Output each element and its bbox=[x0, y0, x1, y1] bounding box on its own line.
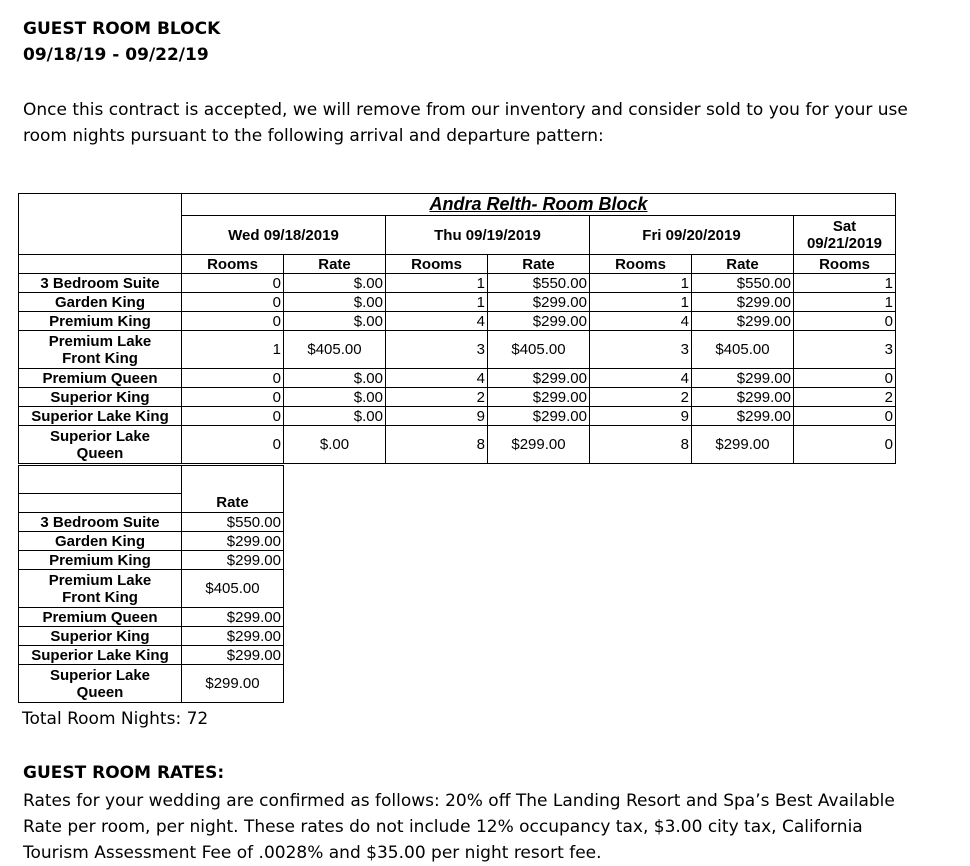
rate-header: Rate bbox=[284, 255, 386, 274]
rate-value: $405.00 bbox=[692, 331, 794, 369]
room-type: 3 Bedroom Suite bbox=[19, 513, 182, 532]
corner-cell bbox=[182, 466, 284, 494]
rate-value: $299.00 bbox=[182, 551, 284, 570]
rooms-count: 9 bbox=[590, 407, 692, 426]
rooms-count: 3 bbox=[590, 331, 692, 369]
rate-value: $299.00 bbox=[692, 369, 794, 388]
room-type: Superior Lake King bbox=[19, 407, 182, 426]
rooms-count: 0 bbox=[794, 312, 896, 331]
rate-value: $299.00 bbox=[692, 312, 794, 331]
rates-line: Rate per room, per night. These rates do not include 12% occupancy tax, $3.00 city tax, California bbox=[23, 817, 863, 837]
section-title: GUEST ROOM BLOCK bbox=[23, 19, 221, 39]
block-title: Andra Relth- Room Block bbox=[182, 194, 896, 216]
rate-value: $.00 bbox=[284, 426, 386, 464]
rate-value: $299.00 bbox=[182, 627, 284, 646]
rates-heading: GUEST ROOM RATES: bbox=[23, 763, 225, 783]
rate-value: $405.00 bbox=[284, 331, 386, 369]
rate-value: $299.00 bbox=[182, 646, 284, 665]
corner-cell bbox=[19, 255, 182, 274]
table-row bbox=[19, 551, 284, 570]
table-row bbox=[19, 627, 284, 646]
corner-cell bbox=[19, 494, 182, 513]
rooms-count: 0 bbox=[182, 274, 284, 293]
rate-value: $299.00 bbox=[692, 293, 794, 312]
rooms-count: 1 bbox=[590, 293, 692, 312]
rooms-count: 0 bbox=[182, 369, 284, 388]
room-type: Premium Queen bbox=[19, 608, 182, 627]
rooms-header: Rooms bbox=[386, 255, 488, 274]
rate-value: $299.00 bbox=[488, 312, 590, 331]
table-row bbox=[19, 331, 896, 369]
rooms-count: 0 bbox=[794, 369, 896, 388]
rate-value: $299.00 bbox=[182, 665, 284, 703]
rate-value: $405.00 bbox=[488, 331, 590, 369]
table-row bbox=[19, 646, 284, 665]
rooms-count: 4 bbox=[590, 312, 692, 331]
rooms-count: 2 bbox=[386, 388, 488, 407]
room-block-table bbox=[18, 193, 896, 464]
table-row bbox=[19, 312, 896, 331]
rate-value: $299.00 bbox=[488, 407, 590, 426]
rate-value: $.00 bbox=[284, 274, 386, 293]
rooms-count: 1 bbox=[182, 331, 284, 369]
rate-value: $299.00 bbox=[182, 608, 284, 627]
rooms-header: Rooms bbox=[590, 255, 692, 274]
room-type: Superior Lake Queen bbox=[19, 665, 182, 703]
rate-value: $.00 bbox=[284, 407, 386, 426]
rooms-header: Rooms bbox=[794, 255, 896, 274]
room-type: Superior King bbox=[19, 627, 182, 646]
rate-value: $299.00 bbox=[488, 369, 590, 388]
room-type: Premium Queen bbox=[19, 369, 182, 388]
rooms-count: 4 bbox=[386, 369, 488, 388]
rooms-count: 0 bbox=[182, 312, 284, 331]
date-range: 09/18/19 - 09/22/19 bbox=[23, 45, 209, 65]
table-row bbox=[19, 274, 896, 293]
corner-cell bbox=[19, 194, 182, 216]
rooms-count: 3 bbox=[386, 331, 488, 369]
table-row bbox=[19, 388, 896, 407]
rate-value: $299.00 bbox=[488, 426, 590, 464]
table-row bbox=[19, 532, 284, 551]
intro-line: room nights pursuant to the following arrival and departure pattern: bbox=[23, 126, 604, 146]
rate-header: Rate bbox=[488, 255, 590, 274]
table-row bbox=[19, 369, 896, 388]
rate-value: $299.00 bbox=[692, 426, 794, 464]
room-type: Garden King bbox=[19, 532, 182, 551]
room-type: Superior Lake Queen bbox=[19, 426, 182, 464]
room-type: Premium Lake Front King bbox=[19, 331, 182, 369]
rooms-count: 0 bbox=[182, 388, 284, 407]
table-row bbox=[19, 426, 896, 464]
table-row bbox=[19, 407, 896, 426]
rooms-count: 3 bbox=[794, 331, 896, 369]
rooms-count: 1 bbox=[386, 293, 488, 312]
table-row bbox=[19, 570, 284, 608]
rate-value: $299.00 bbox=[692, 407, 794, 426]
rooms-count: 8 bbox=[386, 426, 488, 464]
room-type: Garden King bbox=[19, 293, 182, 312]
rate-value: $.00 bbox=[284, 388, 386, 407]
rate-header: Rate bbox=[692, 255, 794, 274]
rate-value: $.00 bbox=[284, 312, 386, 331]
rooms-count: 2 bbox=[794, 388, 896, 407]
rooms-count: 0 bbox=[794, 426, 896, 464]
rooms-count: 4 bbox=[386, 312, 488, 331]
rate-value: $.00 bbox=[284, 293, 386, 312]
rate-value: $405.00 bbox=[182, 570, 284, 608]
room-type: Premium King bbox=[19, 551, 182, 570]
rooms-count: 1 bbox=[590, 274, 692, 293]
rate-value: $.00 bbox=[284, 369, 386, 388]
intro-line: Once this contract is accepted, we will remove from our inventory and consider sold to you for your use bbox=[23, 100, 908, 120]
rate-value: $299.00 bbox=[692, 388, 794, 407]
rooms-count: 1 bbox=[794, 293, 896, 312]
rate-value: $550.00 bbox=[182, 513, 284, 532]
rates-paragraph bbox=[23, 788, 895, 866]
table-row bbox=[19, 513, 284, 532]
rate-value: $299.00 bbox=[488, 293, 590, 312]
rate-value: $299.00 bbox=[182, 532, 284, 551]
rooms-count: 8 bbox=[590, 426, 692, 464]
table-row bbox=[19, 665, 284, 703]
room-type: 3 Bedroom Suite bbox=[19, 274, 182, 293]
rooms-count: 4 bbox=[590, 369, 692, 388]
rate-value: $299.00 bbox=[488, 388, 590, 407]
corner-cell bbox=[19, 216, 182, 255]
rooms-count: 0 bbox=[794, 407, 896, 426]
day-header: Sat 09/21/2019 bbox=[794, 216, 896, 255]
rooms-count: 1 bbox=[794, 274, 896, 293]
rooms-count: 9 bbox=[386, 407, 488, 426]
room-type: Superior Lake King bbox=[19, 646, 182, 665]
rooms-count: 2 bbox=[590, 388, 692, 407]
total-room-nights: Total Room Nights: 72 bbox=[22, 709, 209, 729]
room-type: Superior King bbox=[19, 388, 182, 407]
room-type: Premium Lake Front King bbox=[19, 570, 182, 608]
room-type: Premium King bbox=[19, 312, 182, 331]
table-row bbox=[19, 608, 284, 627]
rooms-count: 0 bbox=[182, 293, 284, 312]
intro-paragraph bbox=[23, 97, 908, 149]
day-header: Wed 09/18/2019 bbox=[182, 216, 386, 255]
rate-value: $550.00 bbox=[488, 274, 590, 293]
corner-cell bbox=[19, 466, 182, 494]
rates-line: Rates for your wedding are confirmed as follows: 20% off The Landing Resort and Spa’s Best Available bbox=[23, 791, 895, 811]
rooms-count: 0 bbox=[182, 407, 284, 426]
rates-line: Tourism Assessment Fee of .0028% and $35.00 per night resort fee. bbox=[23, 843, 602, 863]
rate-value: $550.00 bbox=[692, 274, 794, 293]
table-row bbox=[19, 293, 896, 312]
rooms-count: 0 bbox=[182, 426, 284, 464]
day-header: Fri 09/20/2019 bbox=[590, 216, 794, 255]
rooms-header: Rooms bbox=[182, 255, 284, 274]
rooms-count: 1 bbox=[386, 274, 488, 293]
rate-header: Rate bbox=[182, 494, 284, 513]
day-header: Thu 09/19/2019 bbox=[386, 216, 590, 255]
rate-summary-table bbox=[18, 465, 284, 703]
